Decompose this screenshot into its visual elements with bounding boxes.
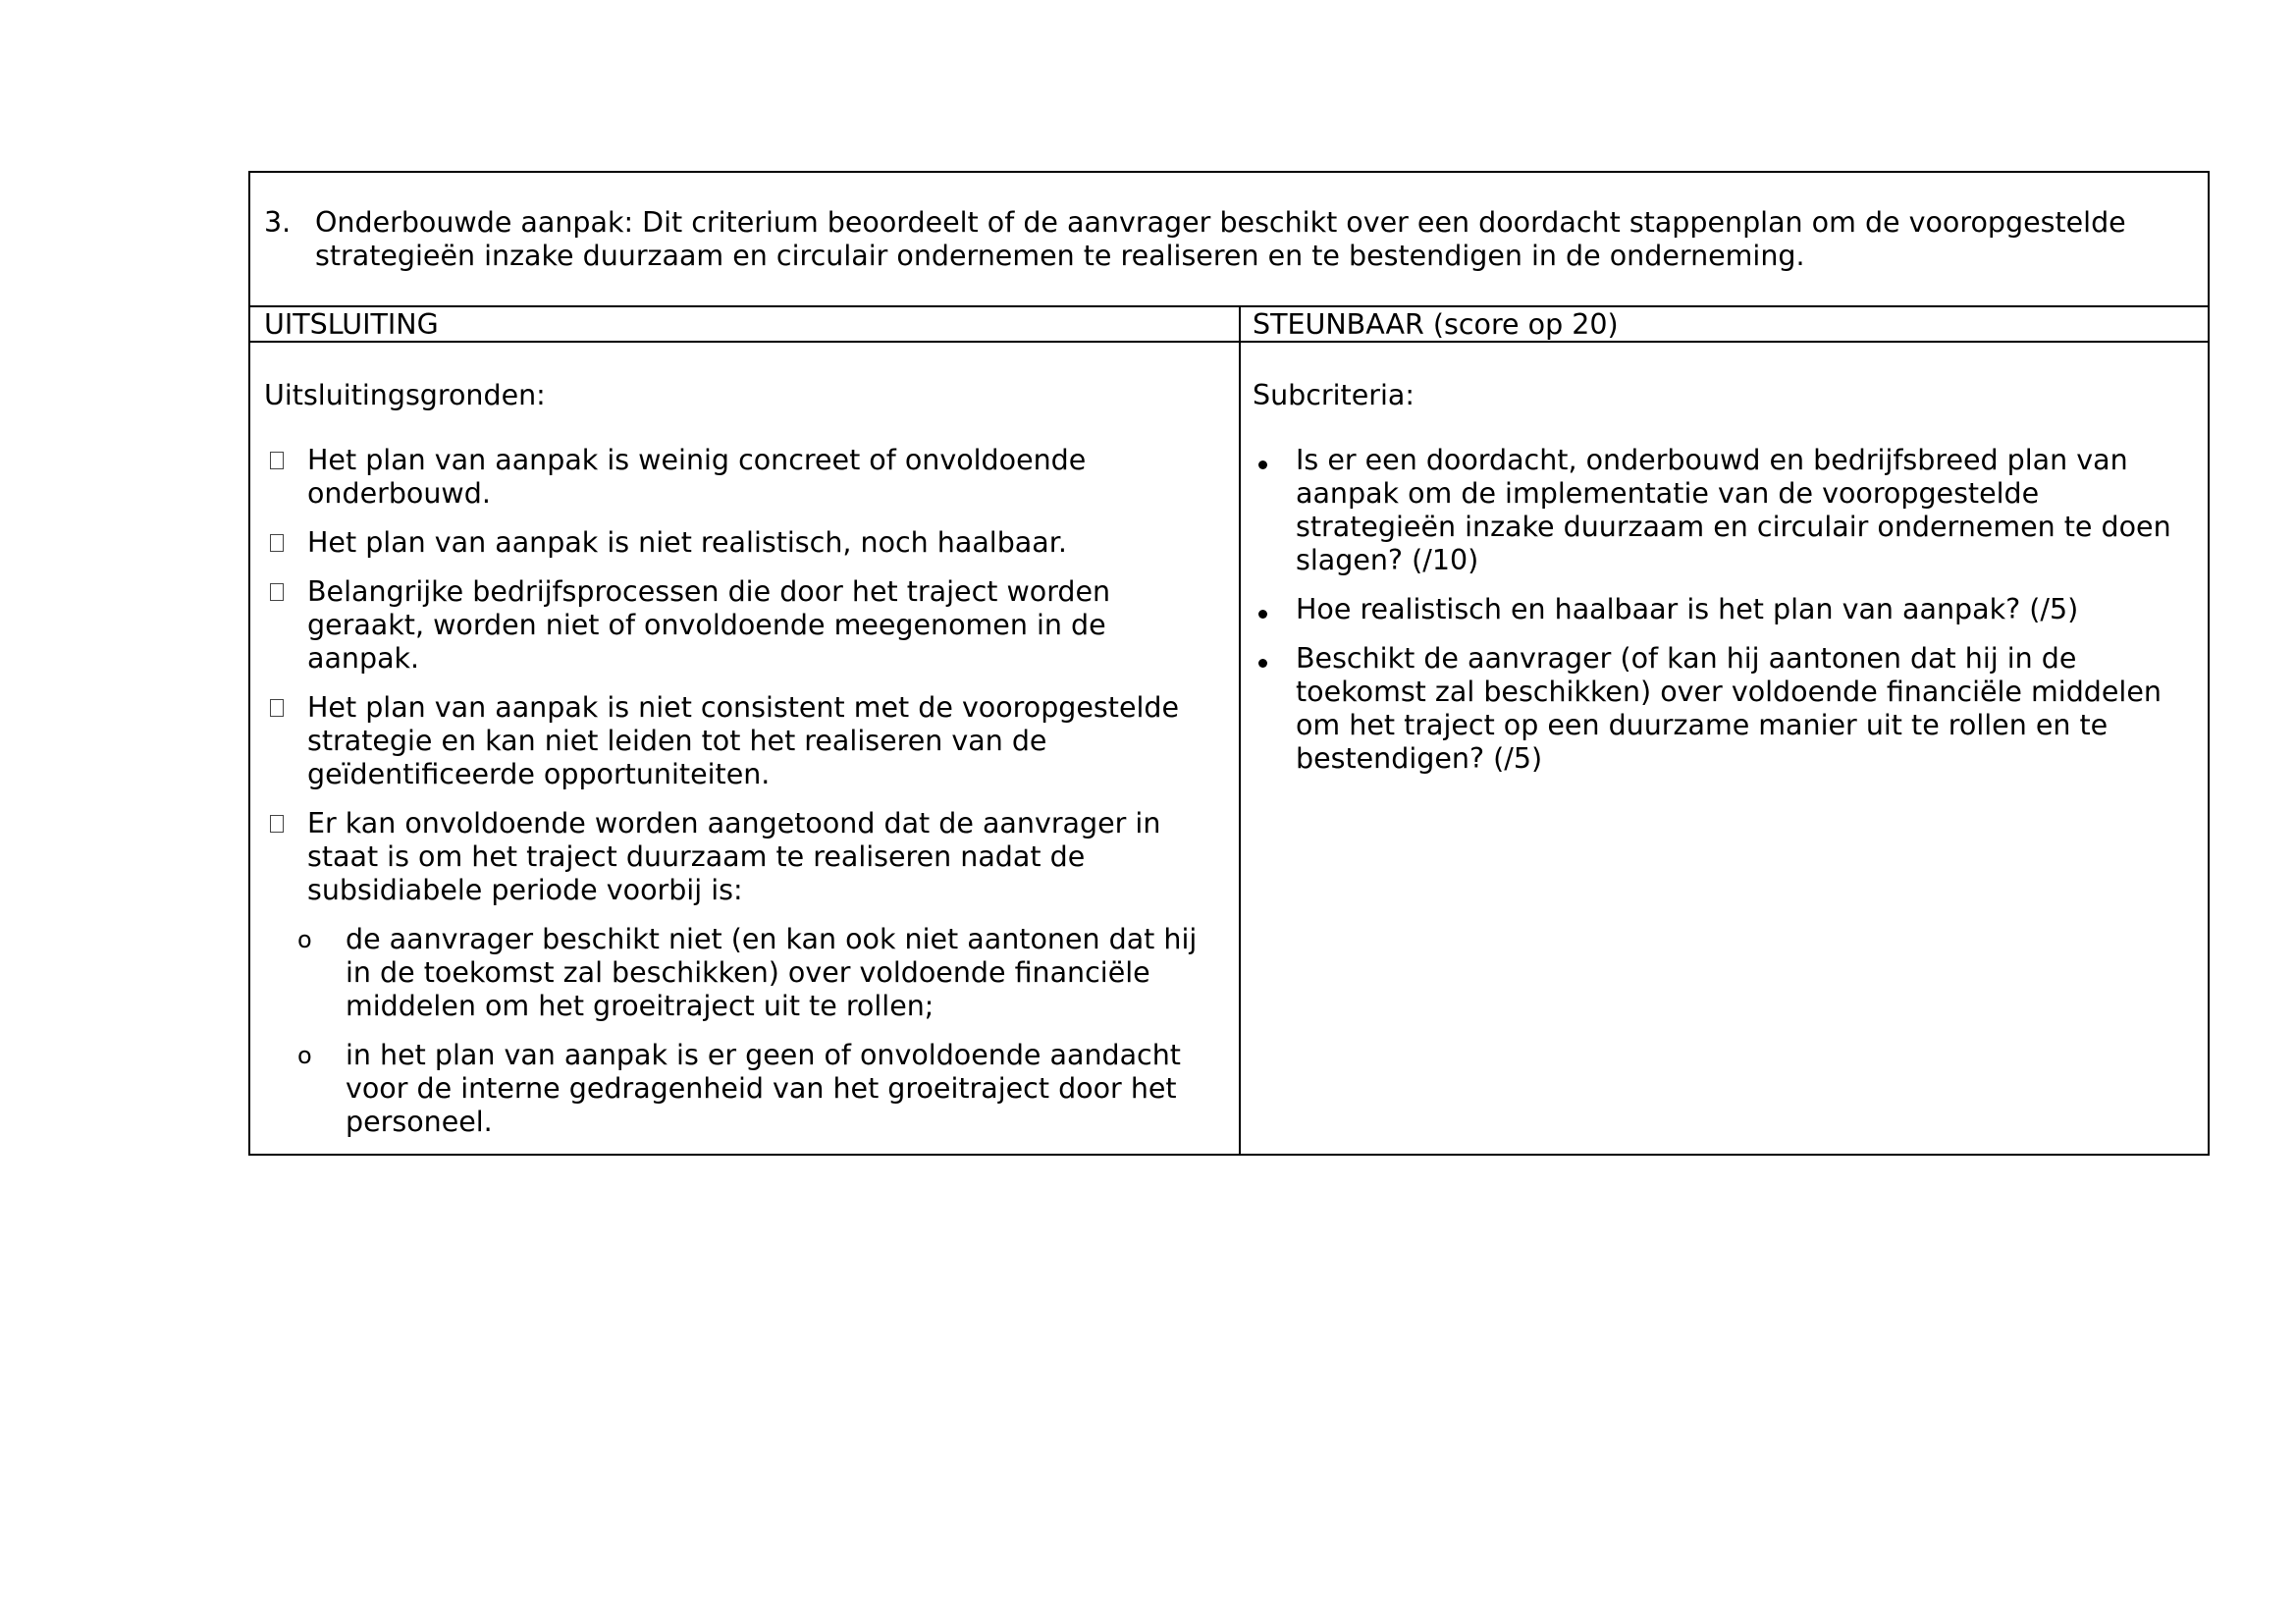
checkbox-icon	[270, 815, 284, 833]
uitsluiting-header: UITSLUITING	[264, 308, 439, 341]
exclusion-item-text: Belangrijke bedrijfsprocessen die door het traject worden geraakt, worden niet of onvoldoende meegenomen in de aanpak.	[307, 575, 1111, 675]
subcriterion-item	[1253, 444, 2195, 577]
subcriterion-text: Hoe realistisch en haalbaar is het plan van aanpak? (/5)	[1296, 593, 2079, 625]
exclusion-sub-item	[264, 923, 1226, 1023]
checkbox-icon	[270, 534, 284, 552]
bullet-icon	[1258, 659, 1267, 668]
exclusion-sub-item	[264, 1039, 1226, 1139]
criterion-description: Onderbouwde aanpak: Dit criterium beoordeelt of de aanvrager beschikt over een doordacht stappenplan om de vooropgestelde strategieën inzake duurzaam en circulair ondernemen te realiseren en te bestendigen in de onderneming.	[315, 206, 2126, 272]
column-divider	[1239, 305, 1241, 1154]
circle-bullet-icon: o	[297, 1042, 312, 1069]
row-divider	[250, 305, 2208, 307]
criteria-table	[248, 171, 2210, 1156]
exclusion-item-text: Het plan van aanpak is niet consistent met de vooropgestelde strategie en kan niet leiden tot het realiseren van de geïdentificeerde opportuniteiten.	[307, 691, 1180, 790]
subcriterion-item	[1253, 593, 2195, 626]
exclusion-item-text: Het plan van aanpak is niet realistisch, noch haalbaar.	[307, 526, 1067, 559]
exclusion-list	[264, 444, 1226, 1155]
checkbox-icon	[270, 699, 284, 717]
exclusion-item	[264, 444, 1226, 511]
exclusion-item	[264, 575, 1226, 676]
subcriteria-label: Subcriteria:	[1253, 379, 1415, 411]
subcriterion-item	[1253, 642, 2195, 776]
exclusion-item-text: Er kan onvoldoende worden aangetoond dat de aanvrager in staat is om het traject duurzaam te realiseren nadat de subsidiabele periode voorbij is:	[307, 807, 1161, 906]
subcriterion-text: Beschikt de aanvrager (of kan hij aantonen dat hij in de toekomst zal beschikken) over voldoende financiële middelen om het traject op een duurzame manier uit te rollen en te bestendigen? (/5)	[1296, 642, 2162, 775]
subcriteria-list	[1253, 444, 2195, 791]
uitsluitingsgronden-label: Uitsluitingsgronden:	[264, 379, 546, 411]
criterion-number: 3.	[264, 206, 292, 239]
steunbaar-header: STEUNBAAR (score op 20)	[1253, 308, 1619, 341]
exclusion-item-text: Het plan van aanpak is weinig concreet of onvoldoende onderbouwd.	[307, 444, 1087, 510]
subcriterion-text: Is er een doordacht, onderbouwd en bedrijfsbreed plan van aanpak om de implementatie van de vooropgestelde strategieën inzake duurzaam en circulair ondernemen te doen slagen? (/10)	[1296, 444, 2171, 576]
exclusion-sub-item-text: de aanvrager beschikt niet (en kan ook niet aantonen dat hij in de toekomst zal beschikken) over voldoende financiële middelen om het groeitraject uit te rollen;	[346, 923, 1198, 1022]
exclusion-item	[264, 526, 1226, 560]
header-divider	[250, 341, 2208, 343]
exclusion-sub-item-text: in het plan van aanpak is er geen of onvoldoende aandacht voor de interne gedragenheid van het groeitraject door het personeel.	[346, 1039, 1181, 1138]
criterion-heading	[264, 206, 2188, 273]
exclusion-item	[264, 691, 1226, 791]
bullet-icon	[1258, 460, 1267, 469]
bullet-icon	[1258, 610, 1267, 619]
exclusion-item	[264, 807, 1226, 907]
checkbox-icon	[270, 452, 284, 469]
circle-bullet-icon: o	[297, 926, 312, 953]
checkbox-icon	[270, 583, 284, 601]
